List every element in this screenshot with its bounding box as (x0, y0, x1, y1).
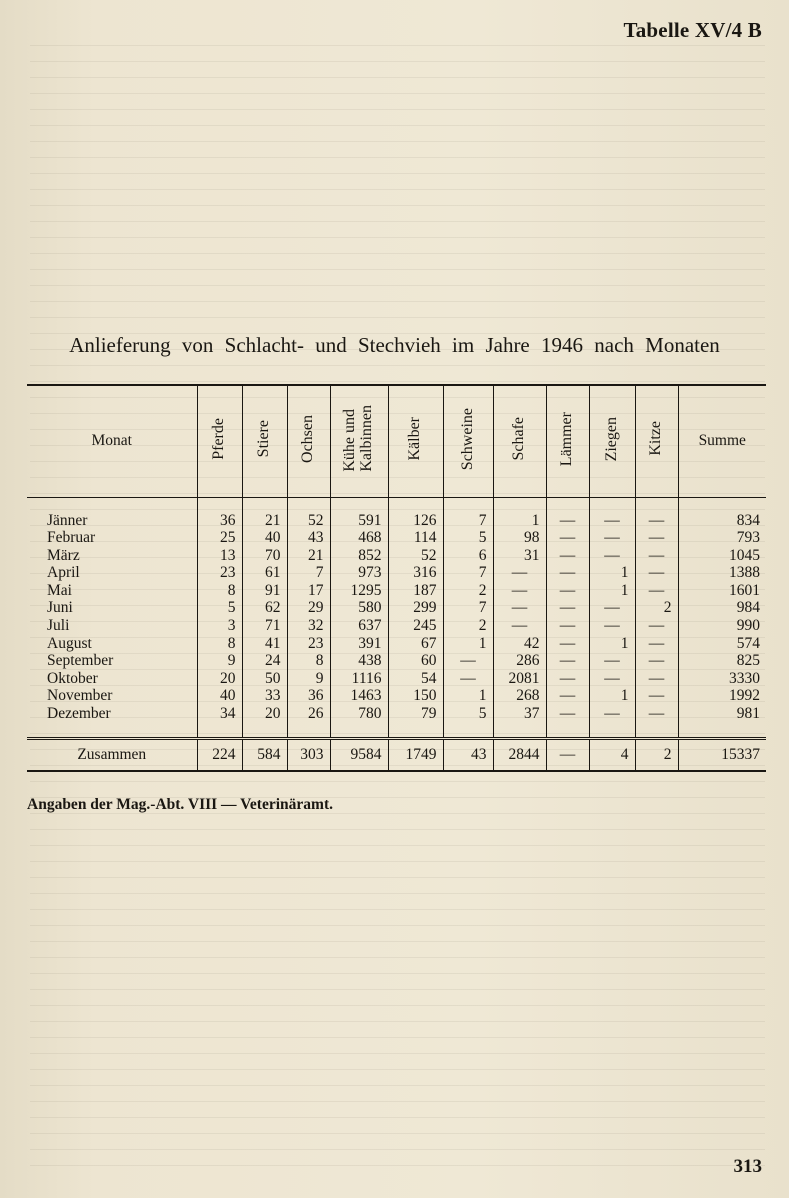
cell-stiere: 24 (242, 652, 287, 670)
cell-ochsen: 36 (287, 687, 330, 705)
cell-laemmer: — (546, 617, 589, 635)
cell-kuehe-kalbinnen: 852 (330, 547, 388, 565)
cell-stiere: 40 (242, 529, 287, 547)
total-schweine: 43 (443, 738, 493, 771)
cell-laemmer: — (546, 582, 589, 600)
cell-ochsen: 52 (287, 497, 330, 529)
cell-kitze: — (635, 617, 678, 635)
column-header-label: Kühe und Kalbinnen (341, 405, 375, 473)
column-header-label: Summe (698, 432, 746, 450)
cell-ochsen: 26 (287, 705, 330, 738)
cell-kaelber: 187 (388, 582, 443, 600)
cell-laemmer: — (546, 652, 589, 670)
table-row (27, 652, 766, 670)
cell-kaelber: 299 (388, 599, 443, 617)
cell-pferde: 25 (197, 529, 242, 547)
cell-kaelber: 54 (388, 670, 443, 688)
cell-schafe: 268 (493, 687, 546, 705)
total-stiere: 584 (242, 738, 287, 771)
cell-kaelber: 114 (388, 529, 443, 547)
cell-stiere: 20 (242, 705, 287, 738)
cell-laemmer: — (546, 529, 589, 547)
cell-ochsen: 32 (287, 617, 330, 635)
cell-ochsen: 21 (287, 547, 330, 565)
cell-stiere: 41 (242, 635, 287, 653)
table-row (27, 497, 766, 529)
cell-laemmer: — (546, 635, 589, 653)
column-header-label: Schweine (458, 407, 476, 470)
cell-kitze: — (635, 564, 678, 582)
cell-kaelber: 60 (388, 652, 443, 670)
cell-kaelber: 79 (388, 705, 443, 738)
cell-pferde: 9 (197, 652, 242, 670)
cell-schweine: 7 (443, 564, 493, 582)
cell-schafe: 42 (493, 635, 546, 653)
source-note: Angaben der Mag.-Abt. VIII — Veterinäramt. (27, 796, 333, 813)
total-laemmer: — (546, 738, 589, 771)
column-header-schweine (443, 385, 493, 497)
cell-kuehe-kalbinnen: 637 (330, 617, 388, 635)
cell-summe: 574 (678, 635, 766, 653)
cell-pferde: 3 (197, 617, 242, 635)
cell-ziegen: — (589, 547, 635, 565)
cell-kaelber: 126 (388, 497, 443, 529)
livestock-table (27, 384, 766, 772)
cell-kitze: — (635, 582, 678, 600)
table-body (27, 497, 766, 738)
column-header-kuehe-kalbinnen (330, 385, 388, 497)
table-row (27, 635, 766, 653)
table-row (27, 564, 766, 582)
cell-kuehe-kalbinnen: 1295 (330, 582, 388, 600)
column-header-pferde (197, 385, 242, 497)
cell-schafe: 286 (493, 652, 546, 670)
column-header-schafe (493, 385, 546, 497)
cell-schafe: 2081 (493, 670, 546, 688)
column-header-label: Kitze (647, 421, 665, 457)
cell-schafe: — (493, 564, 546, 582)
cell-schweine: 2 (443, 582, 493, 600)
cell-ochsen: 29 (287, 599, 330, 617)
table-row (27, 599, 766, 617)
cell-ochsen: 17 (287, 582, 330, 600)
cell-schweine: 7 (443, 599, 493, 617)
cell-ziegen: — (589, 705, 635, 738)
cell-schafe: 1 (493, 497, 546, 529)
cell-kitze: — (635, 652, 678, 670)
total-monat: Zusammen (27, 738, 197, 771)
cell-ochsen: 7 (287, 564, 330, 582)
cell-kuehe-kalbinnen: 591 (330, 497, 388, 529)
column-header-kaelber (388, 385, 443, 497)
cell-stiere: 70 (242, 547, 287, 565)
column-header-label: Ochsen (299, 414, 317, 463)
cell-pferde: 20 (197, 670, 242, 688)
cell-laemmer: — (546, 564, 589, 582)
cell-kitze: — (635, 529, 678, 547)
cell-laemmer: — (546, 705, 589, 738)
cell-summe: 793 (678, 529, 766, 547)
cell-ziegen: — (589, 652, 635, 670)
table-row (27, 529, 766, 547)
cell-summe: 3330 (678, 670, 766, 688)
cell-schafe: — (493, 617, 546, 635)
cell-monat: April (47, 564, 80, 582)
cell-monat: Dezember (47, 705, 111, 723)
cell-kuehe-kalbinnen: 1463 (330, 687, 388, 705)
cell-summe: 990 (678, 617, 766, 635)
cell-schweine: 5 (443, 529, 493, 547)
cell-stiere: 33 (242, 687, 287, 705)
cell-kuehe-kalbinnen: 973 (330, 564, 388, 582)
cell-pferde: 13 (197, 547, 242, 565)
cell-pferde: 36 (197, 497, 242, 529)
column-header-stiere (242, 385, 287, 497)
cell-kuehe-kalbinnen: 438 (330, 652, 388, 670)
cell-stiere: 62 (242, 599, 287, 617)
cell-ziegen: — (589, 670, 635, 688)
column-header-label: Schafe (510, 416, 528, 461)
column-header-label: Monat (91, 432, 132, 450)
cell-schweine: 7 (443, 497, 493, 529)
cell-ziegen: — (589, 497, 635, 529)
table-label: Tabelle XV/4 B (623, 18, 762, 42)
cell-schafe: 31 (493, 547, 546, 565)
table-row (27, 670, 766, 688)
cell-kaelber: 245 (388, 617, 443, 635)
cell-schweine: 1 (443, 635, 493, 653)
cell-summe: 981 (678, 705, 766, 738)
cell-schweine: 1 (443, 687, 493, 705)
total-kaelber: 1749 (388, 738, 443, 771)
cell-schweine: — (443, 652, 493, 670)
cell-kaelber: 52 (388, 547, 443, 565)
cell-summe: 984 (678, 599, 766, 617)
total-kitze: 2 (635, 738, 678, 771)
cell-kuehe-kalbinnen: 1116 (330, 670, 388, 688)
column-header-label: Kälber (406, 416, 424, 461)
cell-ziegen: 1 (589, 582, 635, 600)
cell-ziegen: — (589, 529, 635, 547)
table-row (27, 687, 766, 705)
cell-kitze: — (635, 705, 678, 738)
cell-kitze: — (635, 497, 678, 529)
cell-kitze: 2 (635, 599, 678, 617)
cell-laemmer: — (546, 599, 589, 617)
cell-pferde: 23 (197, 564, 242, 582)
cell-pferde: 8 (197, 582, 242, 600)
cell-summe: 1601 (678, 582, 766, 600)
cell-kaelber: 67 (388, 635, 443, 653)
page-number: 313 (733, 1156, 762, 1177)
cell-ziegen: 1 (589, 635, 635, 653)
cell-monat: Mai (47, 581, 72, 599)
column-header-label: Ziegen (602, 416, 620, 461)
cell-summe: 1388 (678, 564, 766, 582)
cell-stiere: 21 (242, 497, 287, 529)
cell-stiere: 50 (242, 670, 287, 688)
column-header-label: Lämmer (558, 411, 576, 466)
cell-schweine: 2 (443, 617, 493, 635)
cell-kuehe-kalbinnen: 780 (330, 705, 388, 738)
cell-ziegen: — (589, 617, 635, 635)
table-title: Anlieferung von Schlacht- und Stechvieh im Jahre 1946 nach Monaten (69, 333, 720, 357)
cell-schafe: — (493, 582, 546, 600)
column-header-label: Stiere (255, 420, 273, 458)
column-header-kitze (635, 385, 678, 497)
cell-monat: März (47, 546, 80, 564)
table-row (27, 582, 766, 600)
cell-monat: November (47, 687, 113, 705)
cell-schweine: 6 (443, 547, 493, 565)
cell-laemmer: — (546, 547, 589, 565)
cell-kitze: — (635, 547, 678, 565)
cell-kaelber: 316 (388, 564, 443, 582)
column-header-monat (27, 385, 197, 497)
cell-pferde: 34 (197, 705, 242, 738)
column-header-ochsen (287, 385, 330, 497)
column-header-laemmer (546, 385, 589, 497)
cell-kitze: — (635, 670, 678, 688)
cell-monat: September (47, 652, 114, 670)
cell-pferde: 5 (197, 599, 242, 617)
cell-schweine: — (443, 670, 493, 688)
cell-kuehe-kalbinnen: 580 (330, 599, 388, 617)
cell-laemmer: — (546, 497, 589, 529)
cell-monat: Jänner (47, 511, 88, 529)
cell-monat: August (47, 634, 92, 652)
header-row (27, 385, 766, 497)
total-row (27, 738, 766, 771)
total-schafe: 2844 (493, 738, 546, 771)
cell-pferde: 8 (197, 635, 242, 653)
cell-ochsen: 43 (287, 529, 330, 547)
total-kuehe-kalbinnen: 9584 (330, 738, 388, 771)
cell-kitze: — (635, 687, 678, 705)
cell-ziegen: — (589, 599, 635, 617)
cell-monat: Februar (47, 529, 96, 547)
cell-pferde: 40 (197, 687, 242, 705)
column-header-summe (678, 385, 766, 497)
column-header-label: Pferde (210, 417, 228, 460)
cell-summe: 834 (678, 497, 766, 529)
table-row (27, 617, 766, 635)
cell-summe: 1045 (678, 547, 766, 565)
cell-ochsen: 9 (287, 670, 330, 688)
total-pferde: 224 (197, 738, 242, 771)
cell-stiere: 91 (242, 582, 287, 600)
cell-monat: Juli (47, 617, 70, 635)
cell-kitze: — (635, 635, 678, 653)
cell-summe: 825 (678, 652, 766, 670)
table-row (27, 705, 766, 738)
cell-kuehe-kalbinnen: 391 (330, 635, 388, 653)
cell-stiere: 71 (242, 617, 287, 635)
cell-schweine: 5 (443, 705, 493, 738)
total-ochsen: 303 (287, 738, 330, 771)
cell-ochsen: 8 (287, 652, 330, 670)
cell-kaelber: 150 (388, 687, 443, 705)
cell-schafe: 98 (493, 529, 546, 547)
cell-ziegen: 1 (589, 564, 635, 582)
cell-monat: Juni (47, 599, 73, 617)
cell-laemmer: — (546, 687, 589, 705)
cell-ziegen: 1 (589, 687, 635, 705)
total-ziegen: 4 (589, 738, 635, 771)
cell-monat: Oktober (47, 669, 98, 687)
cell-ochsen: 23 (287, 635, 330, 653)
cell-schafe: — (493, 599, 546, 617)
cell-schafe: 37 (493, 705, 546, 738)
column-header-ziegen (589, 385, 635, 497)
cell-laemmer: — (546, 670, 589, 688)
total-summe: 15337 (678, 738, 766, 771)
table-row (27, 547, 766, 565)
cell-stiere: 61 (242, 564, 287, 582)
cell-summe: 1992 (678, 687, 766, 705)
cell-kuehe-kalbinnen: 468 (330, 529, 388, 547)
